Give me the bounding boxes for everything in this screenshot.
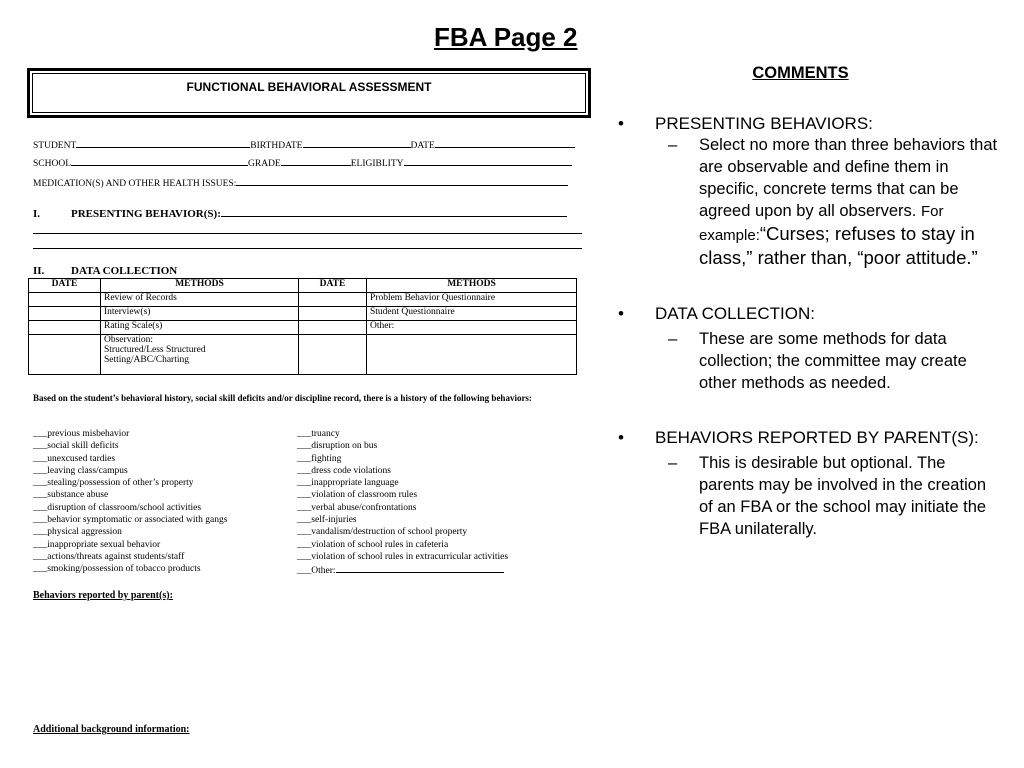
date-cell[interactable] [29,293,101,307]
list-item[interactable]: ___social skill deficits [33,441,119,452]
date-label: DATE [410,141,435,151]
list-item[interactable]: ___violation of classroom rules [297,490,418,501]
history-text: Based on the student’s behavioral history, social skill deficits and/or discipline record, there is a history of the following behaviors: [33,393,532,403]
col-methods-2: METHODS [367,279,577,293]
observation-cell [101,335,299,375]
sub-behaviors-reported [618,452,998,540]
observation-line-3: Setting/ABC/Charting [104,355,189,365]
sub-data-collection [618,328,998,394]
observation-line-2: Structured/Less Structured [104,345,206,355]
list-item[interactable]: ___substance abuse [33,490,109,501]
list-item[interactable]: ___violation of school rules in cafeteria [297,539,449,550]
student-line [33,138,575,151]
school-label: SCHOOL [33,159,72,169]
list-item [297,563,508,577]
section-1-number: I. [33,208,41,220]
student-label: STUDENT [33,141,77,151]
method-cell: Interview(s) [101,307,299,321]
section-data-collection [33,265,177,277]
list-item[interactable]: ___violation of school rules in extracurricular activities [297,551,509,562]
other-label: ___Other: [297,566,336,577]
col-date-2: DATE [299,279,367,293]
bullet-dot: • [618,304,624,323]
table-row [29,321,577,335]
method-cell[interactable] [367,335,577,375]
behavior-list-right [297,428,508,578]
sub-text: Select no more than three behaviors that are observable and define them in specific, concrete terms that can be agreed upon by all observers. [699,136,998,220]
medication-label: MEDICATION(S) AND OTHER HEALTH ISSUES: [33,179,237,189]
form-header-box [27,68,591,118]
data-collection-table [28,278,577,375]
section-2-title: DATA COLLECTION [71,265,178,277]
grade-field[interactable] [281,156,351,166]
presenting-behavior-field[interactable] [221,207,567,217]
date-cell[interactable] [299,321,367,335]
date-field[interactable] [435,138,575,148]
section-1-title: PRESENTING BEHAVIOR(S): [71,208,221,220]
birthdate-label: BIRTHDATE [250,141,303,151]
table-header-row [29,279,577,293]
list-item[interactable]: ___smoking/possession of tobacco products [33,564,201,575]
medication-line [33,176,568,189]
col-methods-1: METHODS [101,279,299,293]
birthdate-field[interactable] [303,138,411,148]
date-cell[interactable] [29,335,101,375]
section-presenting-behavior [33,207,567,220]
list-item[interactable]: ___vandalism/destruction of school property [297,527,468,538]
list-item[interactable]: ___disruption of classroom/school activities [33,502,202,513]
form-header-title: FUNCTIONAL BEHAVIORAL ASSESSMENT [186,80,432,94]
eligibility-field[interactable] [404,156,572,166]
list-item[interactable]: ___unexcused tardies [33,453,116,464]
list-item[interactable]: ___truancy [297,429,340,439]
bullet-data-collection [618,303,998,324]
list-item[interactable]: ___behavior symptomatic or associated with gangs [33,515,228,526]
medication-field[interactable] [236,176,568,186]
date-cell[interactable] [29,321,101,335]
bullet-title: PRESENTING BEHAVIORS: [655,114,873,133]
date-cell[interactable] [29,307,101,321]
observation-line-1: Observation: [104,335,154,345]
additional-info-label: Additional background information: [33,724,190,735]
behavior-list-left [33,428,227,576]
bullet-dot: • [618,114,624,133]
date-cell[interactable] [299,293,367,307]
table-row [29,307,577,321]
list-item[interactable]: ___disruption on bus [297,441,378,452]
list-item[interactable]: ___stealing/possession of other’s property [33,478,194,489]
list-item[interactable]: ___previous misbehavior [33,429,130,439]
list-item[interactable]: ___dress code violations [297,465,391,476]
bullet-title: DATA COLLECTION: [655,304,815,323]
sub-presenting-behaviors [618,134,998,270]
list-item[interactable]: ___inappropriate language [297,478,399,489]
method-cell: Student Questionnaire [367,307,577,321]
student-field[interactable] [76,138,250,148]
other-field[interactable] [336,563,504,573]
page-title: FBA Page 2 [434,22,578,52]
presenting-behavior-line-2[interactable] [33,233,582,234]
col-date-1: DATE [29,279,101,293]
method-cell: Review of Records [101,293,299,307]
school-line [33,156,572,169]
example-lead: For example: [699,203,944,244]
bullet-presenting-behaviors [618,113,998,134]
list-item[interactable]: ___leaving class/campus [33,465,128,476]
list-item[interactable]: ___inappropriate sexual behavior [33,539,161,550]
method-cell: Other: [367,321,577,335]
sub-dash: – [668,330,678,348]
method-cell: Problem Behavior Questionnaire [367,293,577,307]
presenting-behavior-line-3[interactable] [33,248,582,249]
parents-label: Behaviors reported by parent(s): [33,590,173,601]
date-cell[interactable] [299,335,367,375]
bullet-behaviors-reported [618,427,998,448]
list-item[interactable]: ___self-injuries [297,515,357,526]
grade-label: GRADE [248,159,281,169]
list-item[interactable]: ___fighting [297,453,342,464]
date-cell[interactable] [299,307,367,321]
table-row [29,293,577,307]
school-field[interactable] [71,156,248,166]
list-item[interactable]: ___physical aggression [33,527,122,538]
sub-dash: – [668,454,678,472]
comments-heading: COMMENTS [752,64,849,82]
bullet-dot: • [618,428,624,447]
sub-text: This is desirable but optional. The parents may be involved in the creation of an FBA or the school may initiate the FBA unilaterally. [699,454,987,538]
list-item[interactable]: ___verbal abuse/confrontations [297,502,417,513]
eligibility-label: ELIGIBLITY [350,159,404,169]
bullet-title: BEHAVIORS REPORTED BY PARENT(S): [655,428,979,447]
sub-text: These are some methods for data collection; the committee may create other methods as needed. [699,330,967,392]
section-2-number: II. [33,265,45,277]
sub-dash: – [668,136,678,154]
method-cell: Rating Scale(s) [101,321,299,335]
table-row [29,335,577,375]
example-quote: “Curses; refuses to stay in class,” rather than, “poor attitude.” [699,223,978,268]
comments-panel [618,64,998,540]
list-item[interactable]: ___actions/threats against students/staff [33,551,185,562]
